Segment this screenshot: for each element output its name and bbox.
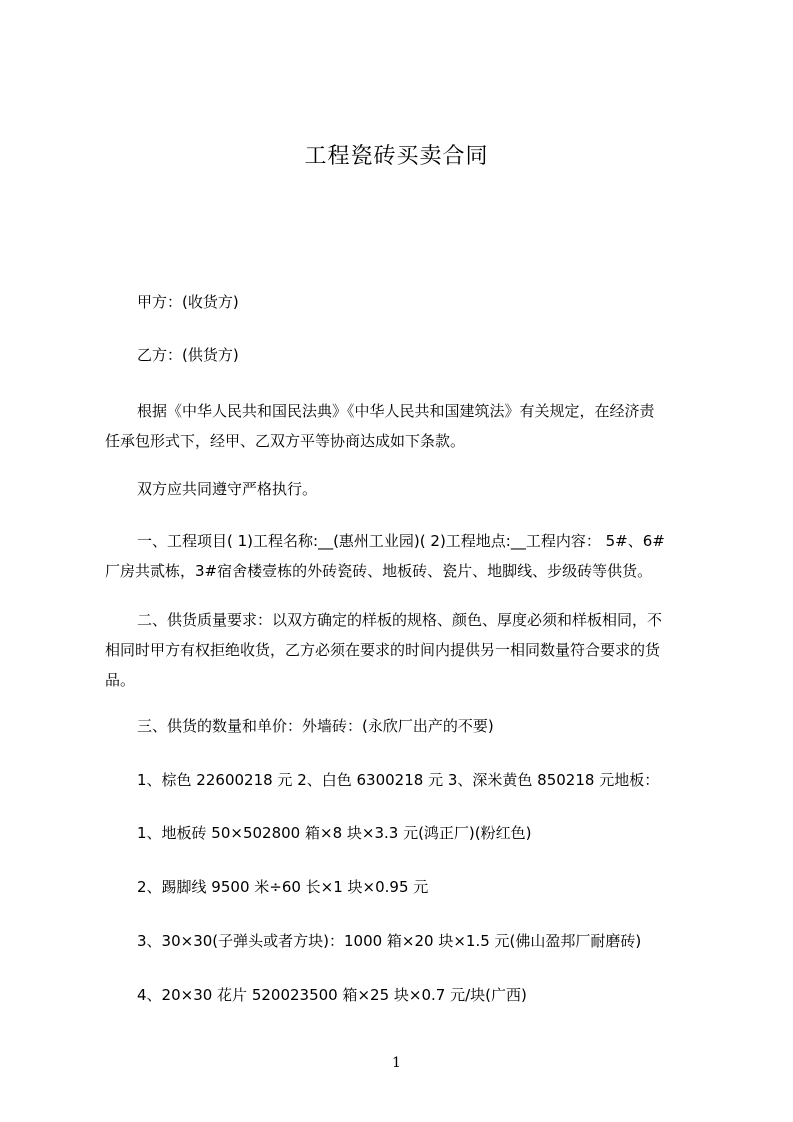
list-item <box>105 818 737 848</box>
document-title: 工程瓷砖买卖合同 <box>304 144 489 169</box>
text-line: 相同时甲方有权拒绝收货，乙方必须在要求的时间内提供另一相同数量符合要求的货 <box>105 641 661 659</box>
text-line: 双方应共同遵守严格执行。 <box>137 480 318 498</box>
text-line: 任承包形式下，经甲、乙双方平等协商达成如下条款。 <box>105 432 466 450</box>
list-item <box>105 926 737 956</box>
list-item <box>105 980 737 1010</box>
compliance-paragraph <box>105 474 737 504</box>
legal-basis-paragraph <box>105 396 705 456</box>
text-line: 厂房共贰栋，3#宿舍楼壹栋的外砖瓷砖、地板砖、瓷片、地脚线、步级砖等供货。 <box>105 562 653 580</box>
page-number: 1 <box>392 1055 401 1071</box>
party-a-line <box>105 287 737 317</box>
text-line: 1、棕色 22600218 元 2、白色 6300218 元 3、深米黄色 850218 元地板： <box>137 771 660 789</box>
text-line: 1、地板砖 50×502800 箱×8 块×3.3 元(鸿正厂)(粉红色) <box>137 824 532 842</box>
party-b-line <box>105 340 737 370</box>
text-line: 三、供货的数量和单价：外墙砖：(永欣厂出产的不要) <box>137 717 494 735</box>
section-project-paragraph <box>105 526 705 586</box>
text-line: 乙方：(供货方) <box>137 346 239 364</box>
text-line: 3、30×30(子弹头或者方块)：1000 箱×20 块×1.5 元(佛山盈邦厂耐磨砖) <box>137 932 642 950</box>
text-line: 一、工程项目( 1)工程名称:__(惠州工业园)( 2)工程地点:__工程内容： 5#、6# <box>137 532 665 550</box>
text-line: 2、踢脚线 9500 米÷60 长×1 块×0.95 元 <box>137 878 429 896</box>
section-quantity-heading <box>105 711 737 741</box>
text-line: 根据《中华人民共和国民法典》《中华人民共和国建筑法》有关规定，在经济责 <box>137 402 655 420</box>
section-quality-paragraph <box>105 605 705 695</box>
text-line: 4、20×30 花片 520023500 箱×25 块×0.7 元/块(广西) <box>137 986 527 1004</box>
list-item <box>105 872 737 902</box>
list-item <box>105 765 737 795</box>
text-line: 二、供货质量要求：以双方确定的样板的规格、颜色、厚度必须和样板相同，不 <box>137 611 663 629</box>
text-line: 甲方：(收货方) <box>137 293 239 311</box>
text-line: 品。 <box>105 671 136 689</box>
